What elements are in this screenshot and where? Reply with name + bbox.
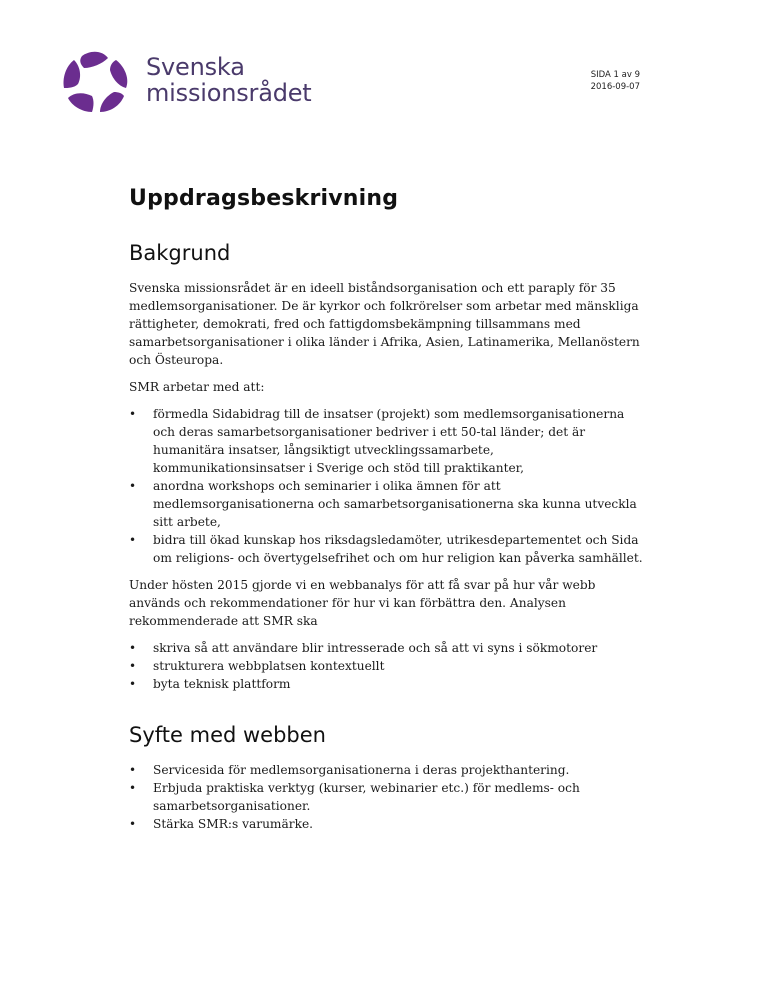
- page-number: SIDA 1 av 9: [590, 70, 640, 80]
- list-item: • förmedla Sidabidrag till de insatser (projekt) som medlemsorganisationerna och deras samarbetsorganisationer bedriver i ett 50-tal länder; det är humanitära insatser, långsiktigt utvecklingssamarbete, kommunikationsinsatser i Sverige och stöd till praktikanter,: [153, 405, 644, 477]
- page-meta: [591, 69, 640, 93]
- logo: [62, 50, 322, 114]
- section-heading-bakgrund: Bakgrund: [129, 241, 231, 265]
- document-title: Uppdragsbeskrivning: [129, 186, 399, 211]
- logo-mark-icon: [62, 50, 130, 114]
- logo-line-1: Svenska: [146, 53, 245, 81]
- recommendations-list: [129, 639, 644, 693]
- analysis-paragraph: Under hösten 2015 gjorde vi en webbanalys för att få svar på hur vår webb används och rekommendationer för hur vi kan förbättra den. Analysen rekommenderade att SMR ska: [129, 578, 596, 628]
- list-item: • Erbjuda praktiska verktyg (kurser, webinarier etc.) för medlems- och samarbetsorganisationer.: [153, 779, 644, 815]
- logo-wordmark: [146, 54, 312, 106]
- purpose-list: [129, 761, 644, 833]
- intro-paragraph: Svenska missionsrådet är en ideell biståndsorganisation och ett paraply för 35 medlemsorganisationer. De är kyrkor och folkrörelser som arbetar med mänskliga rättigheter, demokrati, fred och fattigdomsbekämpning tillsammans med samarbetsorganisationer i olika länder i Afrika, Asien, Latinamerika, Mellanöstern och Östeuropa.: [129, 281, 640, 367]
- list-item: • Stärka SMR:s varumärke.: [153, 815, 644, 833]
- list-item: • strukturera webbplatsen kontextuellt: [153, 657, 644, 675]
- activities-list: [129, 405, 644, 567]
- list-intro: SMR arbetar med att:: [129, 380, 265, 394]
- list-item: • skriva så att användare blir intresserade och så att vi syns i sökmotorer: [153, 639, 644, 657]
- list-item: • bidra till ökad kunskap hos riksdagsledamöter, utrikesdepartementet och Sida om religions- och övertygelsefrihet och om hur religion kan påverka samhället.: [153, 531, 644, 567]
- list-item: • anordna workshops och seminarier i olika ämnen för att medlemsorganisationerna och samarbetsorganisationerna ska kunna utveckla sitt arbete,: [153, 477, 644, 531]
- document-date: 2016-09-07: [590, 82, 640, 92]
- logo-line-2: missionsrådet: [146, 79, 312, 107]
- document-body: [129, 186, 644, 842]
- section-heading-syfte: Syfte med webben: [129, 723, 326, 747]
- list-item: • Servicesida för medlemsorganisationerna i deras projekthantering.: [153, 761, 644, 779]
- list-item: • byta teknisk plattform: [153, 675, 644, 693]
